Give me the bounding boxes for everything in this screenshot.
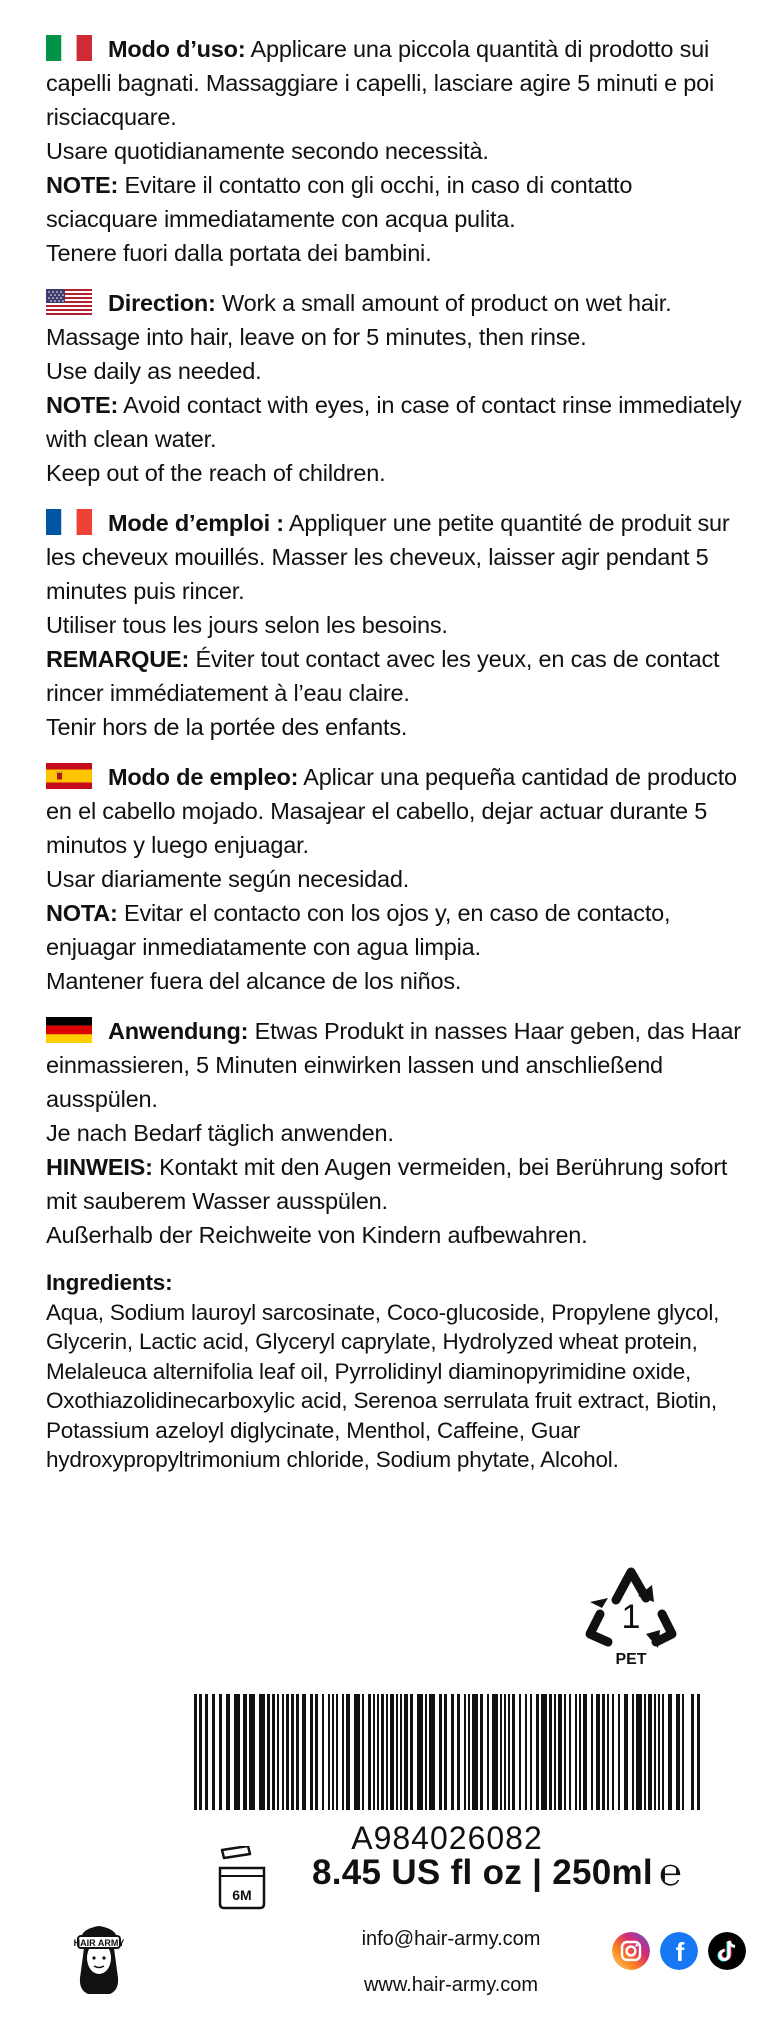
recycle-number: 1 [621,1598,641,1636]
barcode-bar [199,1694,202,1810]
section-paragraph [46,506,746,608]
instagram-icon [612,1932,650,1970]
section-note [46,168,746,236]
barcode-bar [404,1694,408,1810]
note-text: Éviter tout contact avec les yeux, en cas de contact rincer immédiatement à l’eau claire. [46,646,720,706]
barcode-bar [558,1694,562,1810]
barcode-bar [618,1694,620,1810]
section-warning: Mantener fuera del alcance de los niños. [46,968,462,994]
section-paragraph [46,760,746,862]
barcode-bar [282,1694,284,1810]
section-note [46,642,746,710]
note-text: Evitare il contatto con gli occhi, in caso di contatto sciacquare immediatamente con acqua pulita. [46,172,633,232]
section-paragraph [46,286,746,354]
barcode-bar [226,1694,230,1810]
barcode-bar [579,1694,581,1810]
barcode-bar [362,1694,364,1810]
estimated-sign-icon: ℮ [658,1852,683,1894]
barcode-bar [302,1694,306,1810]
barcode-bar [354,1694,360,1810]
barcode-bar [457,1694,460,1810]
barcode-bar [575,1694,577,1810]
barcode-bar [658,1694,660,1810]
barcode-bar [234,1694,240,1810]
barcode-bar [417,1694,423,1810]
note-text: Avoid contact with eyes, in case of contact rinse immediately with clean water. [46,392,742,452]
barcode-bar [648,1694,652,1810]
spain-flag-icon [46,763,92,789]
section-title: Modo d’uso: [108,36,246,62]
section-title: Mode d’emploi : [108,510,284,536]
section-paragraph [46,32,746,134]
logo-text: HAIR ARMY [73,1938,125,1948]
ingredients-list: Aqua, Sodium lauroyl sarcosinate, Coco-glucoside, Propylene glycol, Glycerin, Lactic acid, Glyceryl caprylate, Hydrolyzed wheat protein, Melaleuca alternifolia leaf oil, Pyrrolidinyl diaminopyrimidine oxide, Oxothiazolidinecarboxylic acid, Serenoa serrulata fruit extract, Biotin, Potassium azeloyl diglycinate, Menthol, Caffeine, Guar hydroxypropyltrimonium chloride, Sodium phytate, Alcohol. [46,1299,720,1472]
germany-flag-icon [46,1017,92,1043]
barcode-bar [373,1694,375,1810]
hair-army-logo [64,1918,134,1996]
recycle-pet-icon [576,1558,686,1668]
note-text: Evitar el contacto con los ojos y, en caso de contacto, enjuagar inmediatamente con agua limpia. [46,900,671,960]
barcode-bar [291,1694,294,1810]
barcode-bar [243,1694,247,1810]
barcode-bar [662,1694,664,1810]
barcode-bar [400,1694,402,1810]
note-label: NOTE: [46,392,119,418]
section-usage: Utiliser tous les jours selon les besoins. [46,612,448,638]
section-usage: Je nach Bedarf täglich anwenden. [46,1120,394,1146]
section-italian [46,32,746,270]
barcode-bar [602,1694,605,1810]
barcode-bar [569,1694,571,1810]
section-text: Etwas Produkt in nasses Haar geben, das Haar einmassieren, 5 Minuten einwirken lassen und anschließend ausspülen. [46,1018,741,1112]
volume-text [312,1852,682,1895]
section-warning: Außerhalb der Reichweite von Kindern aufbewahren. [46,1222,588,1248]
pao-jar-icon [212,1846,272,1910]
barcode-bar [636,1694,642,1810]
note-label: HINWEIS: [46,1154,153,1180]
section-french [46,506,746,744]
note-label: REMARQUE: [46,646,190,672]
barcode-bar [386,1694,388,1810]
barcode-bar [381,1694,384,1810]
barcode-bar [342,1694,344,1810]
section-title: Direction: [108,290,216,316]
barcode-bar [654,1694,656,1810]
section-text: Work a small amount of product on wet hair. Massage into hair, leave on for 5 minutes, then rinse. [46,290,672,350]
barcode-bar [429,1694,435,1810]
barcode-bar [272,1694,275,1810]
barcode-bar [315,1694,318,1810]
barcode-bar [286,1694,289,1810]
section-note [46,388,746,456]
barcode-bar [697,1694,700,1810]
barcode-bar [194,1694,197,1810]
barcode-bar [267,1694,270,1810]
barcode-bar [676,1694,680,1810]
barcode-bar [346,1694,350,1810]
barcode-bar [336,1694,338,1810]
section-warning: Tenere fuori dalla portata dei bambini. [46,240,432,266]
barcode-bar [508,1694,510,1810]
barcode-bar [668,1694,672,1810]
barcode-bar [451,1694,454,1810]
barcode-bar [536,1694,539,1810]
section-warning: Keep out of the reach of children. [46,460,386,486]
barcode-bar [492,1694,498,1810]
barcode-bar [249,1694,255,1810]
section-note [46,896,746,964]
barcode-bar [368,1694,371,1810]
barcode-bar [410,1694,413,1810]
note-text: Kontakt mit den Augen vermeiden, bei Berührung sofort mit sauberem Wasser ausspülen. [46,1154,728,1214]
barcode-bar [632,1694,634,1810]
barcode-number: A984026082 [351,1820,543,1856]
email-text: info@hair-army.com [361,1928,541,1950]
barcode-bar [504,1694,506,1810]
section-german [46,1014,746,1252]
ingredients-section [46,1268,746,1475]
section-spanish [46,760,746,998]
barcode-bar [512,1694,515,1810]
barcode-bar [487,1694,489,1810]
section-warning: Tenir hors de la portée des enfants. [46,714,408,740]
barcode-bar [519,1694,521,1810]
barcode-bar [583,1694,587,1810]
barcode-bar [205,1694,208,1810]
barcode-bar [332,1694,334,1810]
barcode-bar [464,1694,466,1810]
barcode-bar [396,1694,398,1810]
barcode-bar [530,1694,532,1810]
barcode-bar [541,1694,547,1810]
barcode-bar [500,1694,502,1810]
note-label: NOTA: [46,900,118,926]
website-text: www.hair-army.com [363,1974,539,1996]
section-text: Applicare una piccola quantità di prodotto sui capelli bagnati. Massaggiare i capelli, lasciare agire 5 minuti e poi risciacquare. [46,36,715,130]
barcode-bar [310,1694,313,1810]
barcode-bar [564,1694,566,1810]
section-usage: Usare quotidianamente secondo necessità. [46,138,489,164]
volume-value: 8.45 US fl oz | 250ml [312,1853,653,1892]
barcode-bar [472,1694,478,1810]
ingredients-title: Ingredients: [46,1270,173,1295]
barcode-bar [390,1694,394,1810]
barcode-bar [277,1694,279,1810]
barcode-bar [468,1694,470,1810]
barcode-bar [296,1694,299,1810]
facebook-icon [660,1932,698,1970]
barcode-bar [328,1694,330,1810]
section-usage: Usar diariamente según necesidad. [46,866,410,892]
barcode-bar [377,1694,379,1810]
barcode-bar [644,1694,646,1810]
section-usage: Use daily as needed. [46,358,262,384]
barcode-bar [259,1694,265,1810]
section-english [46,286,746,490]
barcode-bar [525,1694,527,1810]
usa-flag-icon [46,289,92,315]
barcode-bar [549,1694,552,1810]
barcode-bar [322,1694,324,1810]
instructions-area [46,32,746,1475]
section-title: Anwendung: [108,1018,249,1044]
facebook-letter: f [675,1937,685,1967]
barcode-block [194,1694,700,1857]
barcode-bar [607,1694,609,1810]
tiktok-icon [708,1932,746,1970]
italy-flag-icon [46,35,92,61]
barcode-bar [439,1694,442,1810]
barcode-bar [682,1694,684,1810]
section-text: Aplicar una pequeña cantidad de producto en el cabello mojado. Masajear el cabello, dejar actuar durante 5 minutos y luego enjuagar. [46,764,737,858]
barcode-bar [554,1694,556,1810]
note-label: NOTE: [46,172,119,198]
barcode-bar [691,1694,694,1810]
barcode-bar [480,1694,483,1810]
barcode-bar [212,1694,215,1810]
barcode-bar [219,1694,222,1810]
barcode-bar [591,1694,593,1810]
barcode-icon [194,1694,700,1810]
section-paragraph [46,1014,746,1116]
section-title: Modo de empleo: [108,764,299,790]
recycle-material: PET [615,1651,647,1668]
barcode-bar [444,1694,447,1810]
section-text: Appliquer une petite quantité de produit sur les cheveux mouillés. Masser les cheveux, laisser agir pendant 5 minutes puis rincer. [46,510,730,604]
pao-label: 6M [232,1887,252,1903]
barcode-bar [596,1694,600,1810]
section-note [46,1150,746,1218]
barcode-bar [425,1694,427,1810]
barcode-bar [624,1694,628,1810]
barcode-bar [612,1694,614,1810]
france-flag-icon [46,509,92,535]
